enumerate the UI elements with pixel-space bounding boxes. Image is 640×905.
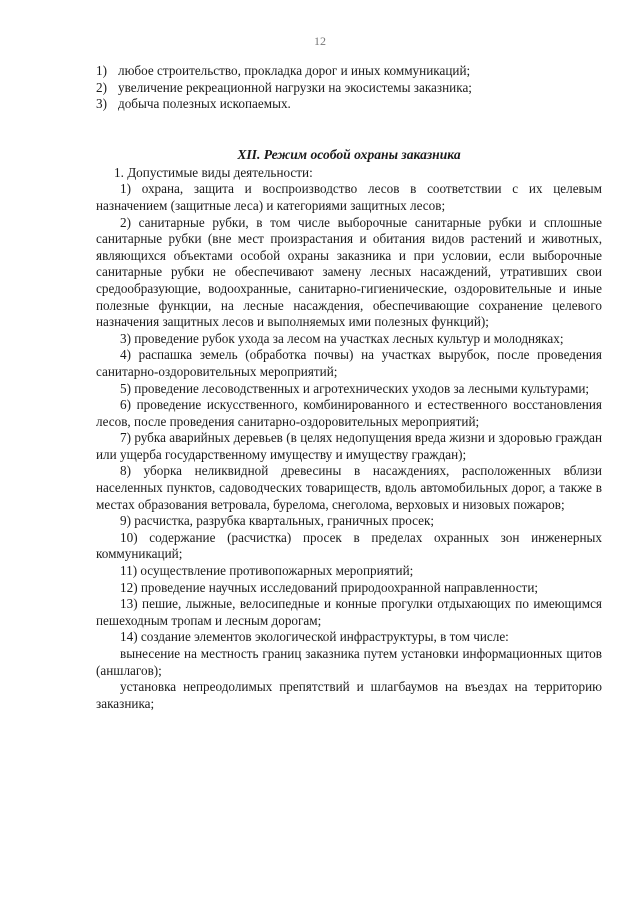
list-item [96, 80, 602, 97]
list-item-number: 2) [96, 79, 107, 95]
activity-item: 8) уборка неликвидной древесины в насаждениях, расположенных вблизи населенных пунктов, садоводческих товариществ, вдоль автомобильных дорог, а также в местах образования ветровала, бурелома, снеголома, верховых и низовых пожаров; [96, 463, 602, 512]
activity-item: 5) проведение лесоводственных и агротехнических уходов за лесными культурами; [120, 380, 590, 396]
activity-item: 2) санитарные рубки, в том числе выборочные санитарные рубки и сплошные санитарные рубки (вне мест произрастания и обитания видов растений и животных, являющихся объектами особой охраны заказника и при условии, если выборочные санитарные рубки не обеспечивают замену лесных насаждений, утративших свои средообразующие, водоохранные, санитарно-гигиенические, оздоровительные и иные полезные функции, на лесные насаждения, обеспечивающие сохранение целевого назначения защитных лесов и выполняемых ими полезных функций); [96, 214, 602, 330]
activity-item: 6) проведение искусственного, комбинированного и естественного восстановления лесов, после проведения санитарно-оздоровительных мероприятий; [96, 397, 602, 429]
activity-item: 14) создание элементов экологической инфраструктуры, в том числе: [120, 629, 509, 645]
activity-item: 3) проведение рубок ухода за лесом на участках лесных культур и молодняках; [120, 330, 564, 346]
activity-subitem: вынесение на местность границ заказника путем установки информационных щитов (аншлагов); [96, 646, 602, 678]
activity-item: 13) пешие, лыжные, велосипедные и конные прогулки отдыхающих по имеющимся пешеходным тропам и лесным дорогам; [96, 596, 602, 628]
restrictions-list [96, 63, 602, 113]
activity-item: 10) содержание (расчистка) просек в пределах охранных зон инженерных коммуникаций; [96, 529, 602, 562]
list-item [96, 96, 602, 113]
list-item-text: увеличение рекреационной нагрузки на экосистемы заказника; [118, 79, 472, 95]
allowed-activities-list [96, 181, 602, 712]
page-number: 12 [314, 34, 326, 48]
activity-item: 4) распашка земель (обработка почвы) на участках вырубок, после проведения санитарно-оздоровительных мероприятий; [96, 347, 602, 379]
activity-item: 12) проведение научных исследований природоохранной направленности; [120, 579, 539, 595]
activity-item: 1) охрана, защита и воспроизводство лесов в соответствии с их целевым назначением (защитные леса) и категориями защитных лесов; [96, 181, 602, 213]
section-intro: 1. Допустимые виды деятельности: [114, 164, 313, 180]
list-item-text: добыча полезных ископаемых. [118, 96, 291, 112]
activity-item: 9) расчистка, разрубка квартальных, граничных просек; [120, 513, 435, 529]
list-item [96, 63, 602, 80]
activity-item: 11) осуществление противопожарных мероприятий; [120, 563, 414, 579]
section-title: XII. Режим особой охраны заказника [237, 146, 461, 162]
activity-item: 7) рубка аварийных деревьев (в целях недопущения вреда жизни и здоровью граждан или ущерба государственному имуществу и имуществу граждан); [96, 430, 602, 462]
activity-subitem: установка непреодолимых препятствий и шлагбаумов на въездах на территорию заказника; [96, 679, 602, 711]
list-item-number: 1) [96, 63, 107, 78]
list-item-number: 3) [96, 96, 107, 112]
list-item-text: любое строительство, прокладка дорог и иных коммуникаций; [118, 63, 471, 78]
